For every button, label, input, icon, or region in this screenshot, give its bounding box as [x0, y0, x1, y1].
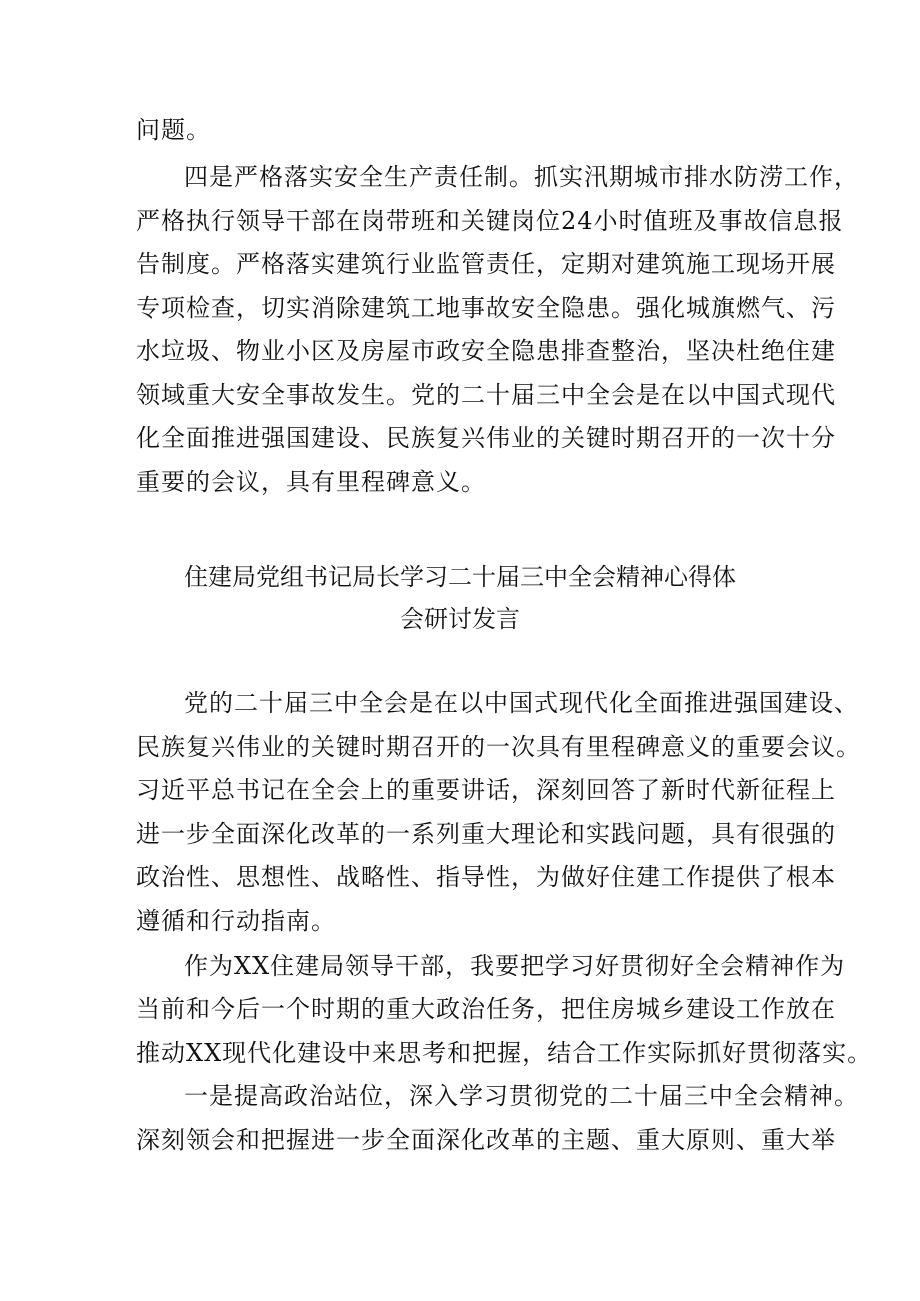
paragraph-line: 化全面推进强国建设、民族复兴伟业的关键时期召开的一次十分 — [136, 424, 836, 452]
paragraph-line: 政治性、思想性、战略性、指导性，为做好住建工作提供了根本 — [136, 863, 836, 891]
paragraph-line: 进一步全面深化改革的一系列重大理论和实践问题，具有很强的 — [136, 820, 836, 848]
paragraph-line: 遵循和行动指南。 — [136, 907, 336, 935]
paragraph-line: 专项检查，切实消除建筑工地事故安全隐患。强化城旗燃气、污 — [136, 294, 836, 322]
paragraph-line: 水垃圾、物业小区及房屋市政安全隐患排查整治，坚决杜绝住建 — [136, 337, 836, 365]
paragraph-line: 当前和今后一个时期的重大政治任务，把住房城乡建设工作放在 — [136, 995, 836, 1023]
paragraph-line: 四是严格落实安全生产责任制。抓实汛期城市排水防涝工作， — [184, 163, 859, 191]
paragraph-line: 民族复兴伟业的关键时期召开的一次具有里程碑意义的重要会议。 — [136, 733, 861, 761]
paragraph-line: 作为XX住建局领导干部，我要把学习好贯彻好全会精神作为 — [184, 952, 846, 980]
paragraph-line: 重要的会议，具有里程碑意义。 — [136, 468, 486, 496]
paragraph-line: 领域重大安全事故发生。党的二十届三中全会是在以中国式现代 — [136, 381, 836, 409]
paragraph-line: 告制度。严格落实建筑行业监管责任，定期对建筑施工现场开展 — [136, 250, 836, 278]
article-title-line-2: 会研讨发言 — [400, 605, 520, 633]
paragraph-line: 党的二十届三中全会是在以中国式现代化全面推进强国建设、 — [184, 689, 859, 717]
paragraph-line: 一是提高政治站位，深入学习贯彻党的二十届三中全会精神。 — [184, 1082, 859, 1110]
paragraph-line: 深刻领会和把握进一步全面深化改革的主题、重大原则、重大举 — [136, 1126, 836, 1154]
article-title-line-1: 住建局党组书记局长学习二十届三中全会精神心得体 — [184, 563, 736, 591]
paragraph-line: 问题。 — [136, 116, 211, 144]
paragraph-line: 习近平总书记在全会上的重要讲话，深刻回答了新时代新征程上 — [136, 776, 836, 804]
paragraph-line: 严格执行领导干部在岗带班和关键岗位24小时值班及事故信息报 — [136, 207, 844, 235]
paragraph-line: 推动XX现代化建设中来思考和把握，结合工作实际抓好贯彻落实。 — [136, 1039, 873, 1067]
